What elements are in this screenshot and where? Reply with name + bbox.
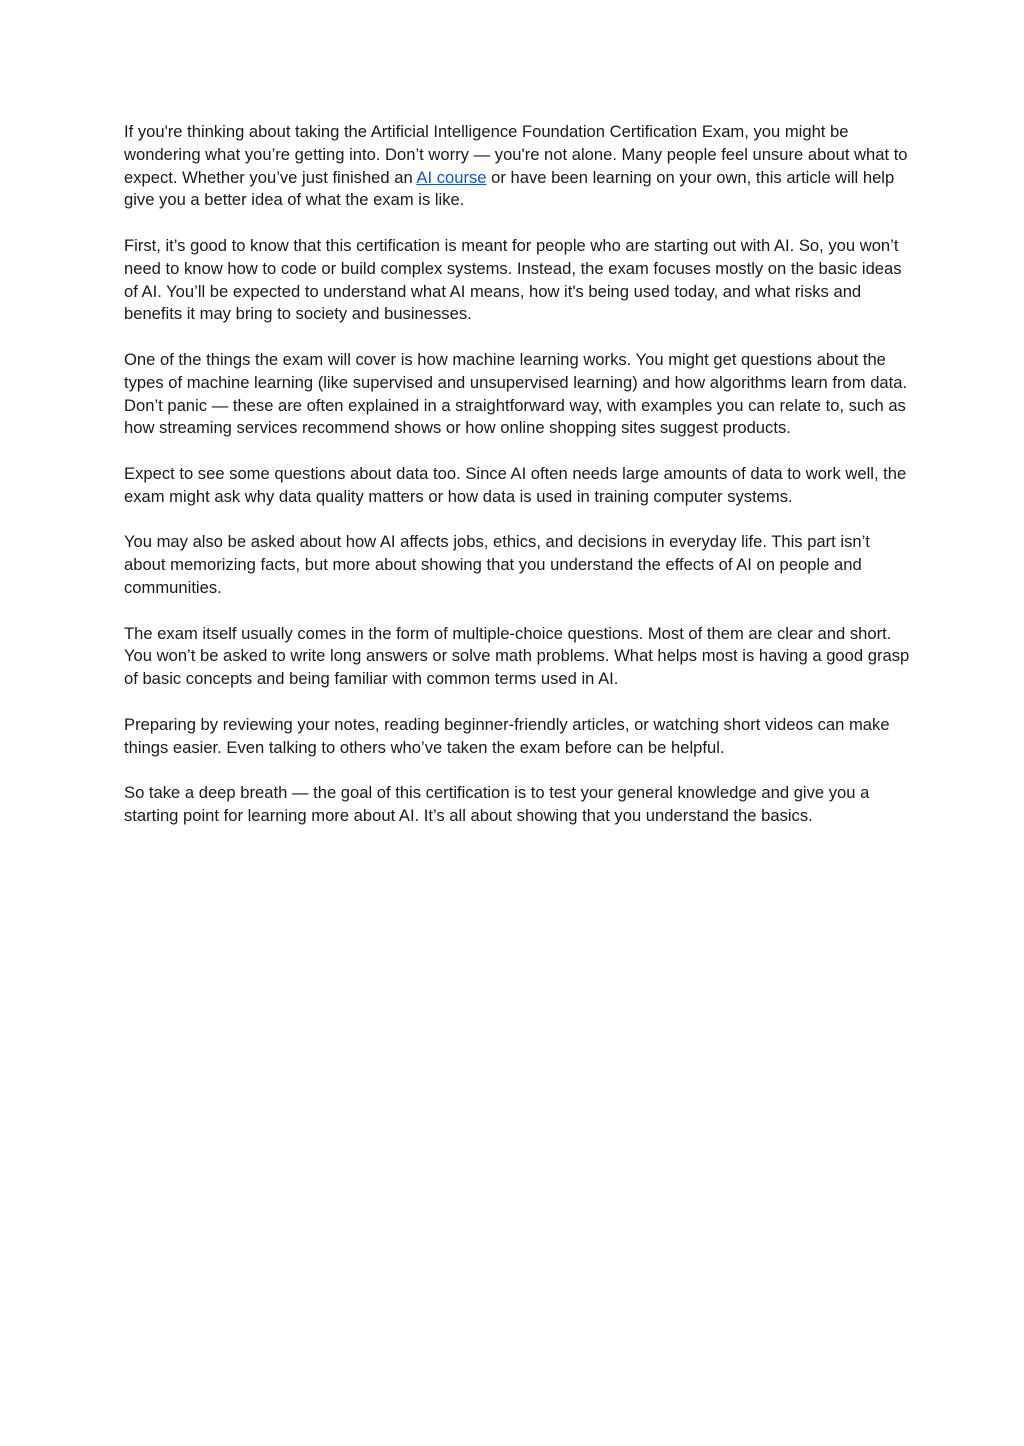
intro-text-start: If you're thinking about taking the Artificial Intelligence Foundation Certification Exam, you might be wondering what you’re getting into. Don’t worry — you're not alone. Many people feel unsure about what to expect. Whether you’ve just finished an — [124, 122, 908, 187]
paragraph-audience: First, it’s good to know that this certification is meant for people who are starting out with AI. So, you won’t need to know how to code or build complex systems. Instead, the exam focuses mostly on the basic ideas of AI. You’ll be expected to understand what AI means, how it's being used today, and what risks and benefits it may bring to society and businesses. — [124, 235, 902, 324]
paragraph-ethics: You may also be asked about how AI affects jobs, ethics, and decisions in everyday life. This part isn’t about memorizing facts, but more about showing that you understand the effects of AI on people and communities. — [124, 532, 870, 597]
article-body — [124, 121, 914, 851]
paragraph-data: Expect to see some questions about data too. Since AI often needs large amounts of data to work well, the exam might ask why data quality matters or how data is used in training computer systems. — [124, 463, 907, 506]
paragraph-machine-learning: One of the things the exam will cover is how machine learning works. You might get questions about the types of machine learning (like supervised and unsupervised learning) and how algorithms learn from data. Don’t panic — these are often explained in a straightforward way, with examples you can relate to, such as how streaming services recommend shows or how online shopping sites suggest products. — [124, 349, 908, 438]
paragraph-preparation: Preparing by reviewing your notes, reading beginner-friendly articles, or watching short videos can make things easier. Even talking to others who’ve taken the exam before can be helpful. — [124, 714, 890, 757]
paragraph-exam-format: The exam itself usually comes in the form of multiple-choice questions. Most of them are clear and short. You won’t be asked to write long answers or solve math problems. What helps most is having a good grasp of basic concepts and being familiar with common terms used in AI. — [124, 623, 910, 689]
ai-course-link[interactable]: AI course — [416, 167, 487, 187]
paragraph-intro — [124, 121, 914, 212]
intro-text-end: or have been learning on your own, this article will help give you a better idea of what the exam is like. — [124, 167, 895, 210]
paragraph-conclusion: So take a deep breath — the goal of this certification is to test your general knowledge and give you a starting point for learning more about AI. It’s all about showing that you understand the basics. — [124, 783, 870, 825]
